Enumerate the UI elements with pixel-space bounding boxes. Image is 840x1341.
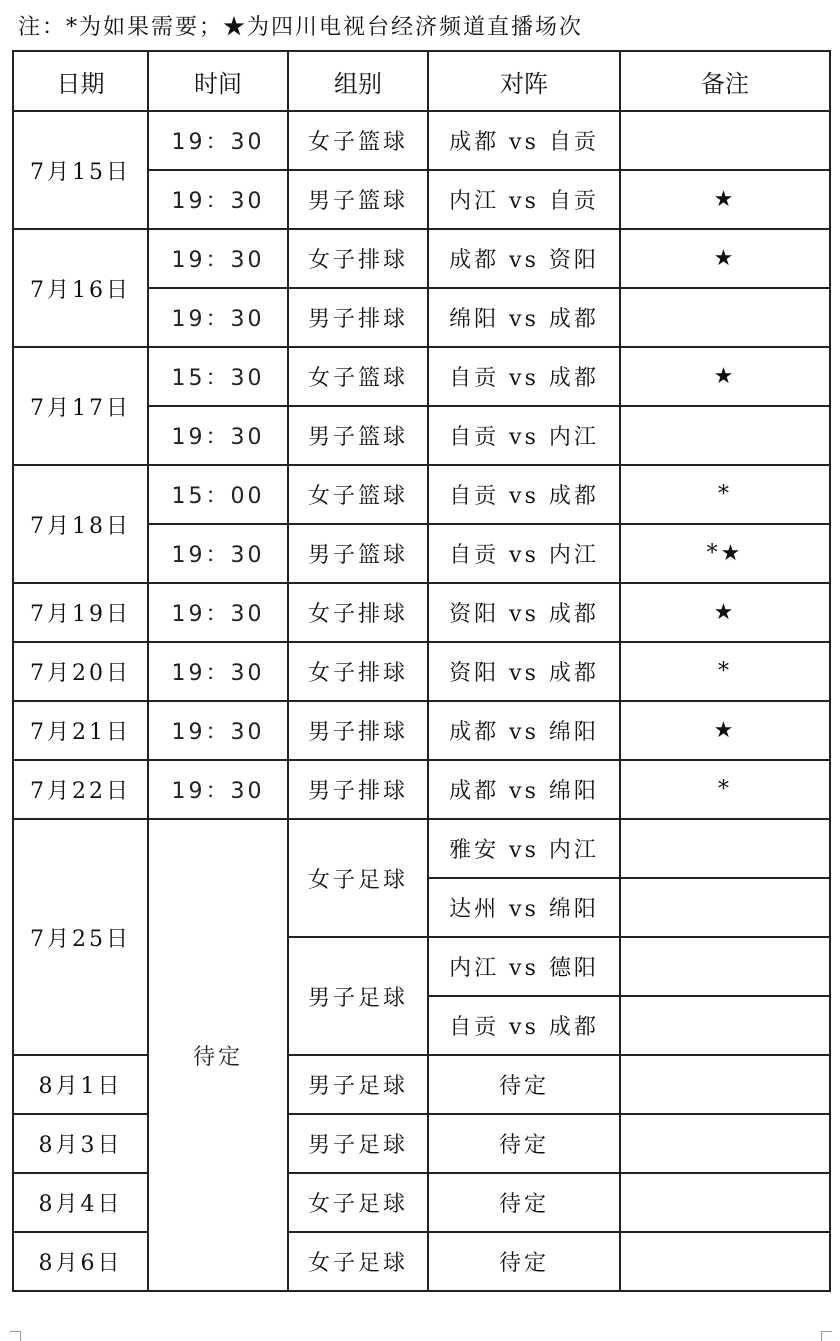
date-cell: 7月22日 xyxy=(13,760,148,819)
time-cell: 待定 xyxy=(148,819,288,1291)
time-cell: 19：30 xyxy=(148,524,288,583)
time-cell: 19：30 xyxy=(148,583,288,642)
group-cell: 女子排球 xyxy=(288,229,428,288)
group-cell: 女子篮球 xyxy=(288,347,428,406)
time-cell: 19：30 xyxy=(148,760,288,819)
header-time: 时间 xyxy=(148,51,288,111)
note-cell: ★ xyxy=(620,170,830,229)
time-cell: 15：00 xyxy=(148,465,288,524)
group-cell: 女子足球 xyxy=(288,1232,428,1291)
date-cell: 8月1日 xyxy=(13,1055,148,1114)
group-cell: 男子足球 xyxy=(288,1114,428,1173)
note-cell xyxy=(620,111,830,170)
match-cell: 待定 xyxy=(428,1232,620,1291)
date-cell: 7月25日 xyxy=(13,819,148,1055)
match-cell: 自贡 vs 内江 xyxy=(428,524,620,583)
group-cell: 男子篮球 xyxy=(288,406,428,465)
date-cell: 7月16日 xyxy=(13,229,148,347)
group-cell: 男子足球 xyxy=(288,937,428,1055)
group-cell: 男子排球 xyxy=(288,701,428,760)
table-row xyxy=(13,111,830,170)
match-cell: 内江 vs 德阳 xyxy=(428,937,620,996)
date-cell: 8月3日 xyxy=(13,1114,148,1173)
group-cell: 女子篮球 xyxy=(288,111,428,170)
group-cell: 女子篮球 xyxy=(288,465,428,524)
match-cell: 待定 xyxy=(428,1055,620,1114)
header-group: 组别 xyxy=(288,51,428,111)
table-row xyxy=(13,1055,830,1114)
match-cell: 待定 xyxy=(428,1173,620,1232)
time-cell: 19：30 xyxy=(148,111,288,170)
match-cell: 成都 vs 自贡 xyxy=(428,111,620,170)
match-cell: 自贡 vs 成都 xyxy=(428,347,620,406)
time-cell: 19：30 xyxy=(148,288,288,347)
note-cell xyxy=(620,406,830,465)
time-cell: 19：30 xyxy=(148,642,288,701)
match-cell: 资阳 vs 成都 xyxy=(428,583,620,642)
group-cell: 女子排球 xyxy=(288,583,428,642)
table-row xyxy=(13,1232,830,1291)
note-cell: ★ xyxy=(620,583,830,642)
note-cell xyxy=(620,1114,830,1173)
group-cell: 男子篮球 xyxy=(288,524,428,583)
note-cell: * xyxy=(620,760,830,819)
table-row xyxy=(13,819,830,878)
date-cell: 7月21日 xyxy=(13,701,148,760)
match-cell: 绵阳 vs 成都 xyxy=(428,288,620,347)
table-row xyxy=(13,1114,830,1173)
note-cell: * xyxy=(620,642,830,701)
note-cell xyxy=(620,819,830,878)
table-row xyxy=(13,642,830,701)
note-cell xyxy=(620,878,830,937)
time-cell: 19：30 xyxy=(148,229,288,288)
match-cell: 成都 vs 资阳 xyxy=(428,229,620,288)
note-cell xyxy=(620,1232,830,1291)
schedule-table xyxy=(12,50,831,1292)
table-row xyxy=(13,701,830,760)
match-cell: 达州 vs 绵阳 xyxy=(428,878,620,937)
group-cell: 女子排球 xyxy=(288,642,428,701)
note-cell xyxy=(620,1055,830,1114)
note-cell xyxy=(620,996,830,1055)
table-row xyxy=(13,347,830,406)
note-cell: ★ xyxy=(620,701,830,760)
note-cell: *★ xyxy=(620,524,830,583)
match-cell: 内江 vs 自贡 xyxy=(428,170,620,229)
date-cell: 7月18日 xyxy=(13,465,148,583)
group-cell: 男子篮球 xyxy=(288,170,428,229)
time-cell: 19：30 xyxy=(148,406,288,465)
note-cell: ★ xyxy=(620,229,830,288)
table-row xyxy=(13,465,830,524)
date-cell: 7月20日 xyxy=(13,642,148,701)
note-cell: ★ xyxy=(620,347,830,406)
match-cell: 雅安 vs 内江 xyxy=(428,819,620,878)
match-cell: 待定 xyxy=(428,1114,620,1173)
table-note: 注：*为如果需要；★为四川电视台经济频道直播场次 xyxy=(18,15,584,40)
header-note: 备注 xyxy=(620,51,830,111)
match-cell: 自贡 vs 内江 xyxy=(428,406,620,465)
date-cell: 8月4日 xyxy=(13,1173,148,1232)
group-cell: 女子足球 xyxy=(288,819,428,937)
group-cell: 女子足球 xyxy=(288,1173,428,1232)
time-cell: 19：30 xyxy=(148,701,288,760)
match-cell: 自贡 vs 成都 xyxy=(428,996,620,1055)
note-cell: * xyxy=(620,465,830,524)
note-cell xyxy=(620,1173,830,1232)
match-cell: 成都 vs 绵阳 xyxy=(428,760,620,819)
date-cell: 7月19日 xyxy=(13,583,148,642)
table-row xyxy=(13,1173,830,1232)
header-match: 对阵 xyxy=(428,51,620,111)
match-cell: 资阳 vs 成都 xyxy=(428,642,620,701)
match-cell: 自贡 vs 成都 xyxy=(428,465,620,524)
date-cell: 7月15日 xyxy=(13,111,148,229)
note-cell xyxy=(620,937,830,996)
time-cell: 19：30 xyxy=(148,170,288,229)
group-cell: 男子排球 xyxy=(288,760,428,819)
schedule-body xyxy=(13,111,830,1291)
date-cell: 8月6日 xyxy=(13,1232,148,1291)
match-cell: 成都 vs 绵阳 xyxy=(428,701,620,760)
group-cell: 男子排球 xyxy=(288,288,428,347)
group-cell: 男子足球 xyxy=(288,1055,428,1114)
header-date: 日期 xyxy=(13,51,148,111)
note-cell xyxy=(620,288,830,347)
date-cell: 7月17日 xyxy=(13,347,148,465)
time-cell: 15：30 xyxy=(148,347,288,406)
header-row xyxy=(13,51,830,111)
table-row xyxy=(13,583,830,642)
table-row xyxy=(13,229,830,288)
table-row xyxy=(13,760,830,819)
